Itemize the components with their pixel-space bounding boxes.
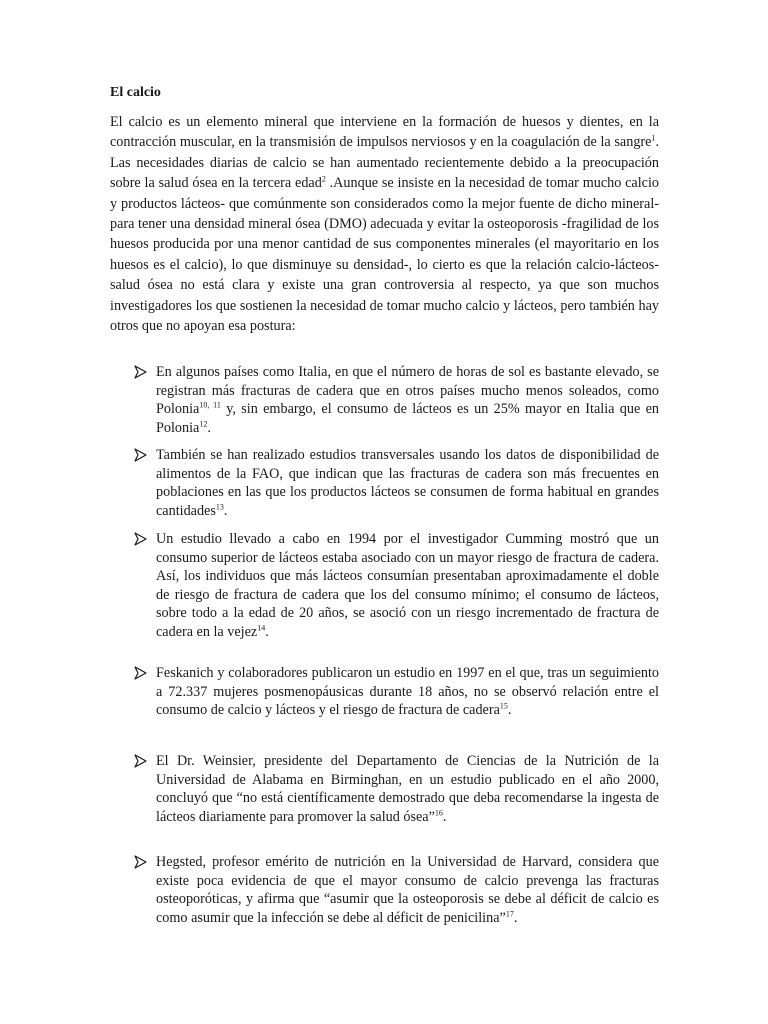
footnote-ref: 17 bbox=[505, 909, 514, 919]
list-item-text bbox=[156, 363, 659, 437]
item-text: Feskanich y colaboradores publicaron un estudio en 1997 en el que, tras un seguimiento a 72.337 mujeres posmenopáusicas durante 18 años, no se observó relación entre el consumo de calcio y lácteos y el riesgo de fractura de cadera bbox=[156, 665, 659, 719]
list-item bbox=[110, 752, 659, 826]
item-text: y, sin embargo, el consumo de lácteos es un 25% mayor en Italia que en Polonia bbox=[156, 401, 659, 436]
footnote-ref: 16 bbox=[434, 808, 443, 818]
footnote-ref: 15 bbox=[499, 701, 508, 711]
list-item-text bbox=[156, 446, 659, 520]
item-text: . bbox=[442, 808, 447, 825]
list-item-text bbox=[156, 664, 659, 720]
arrowhead-bullet-icon bbox=[134, 666, 147, 680]
item-text: Un estudio llevado a cabo en 1994 por el investigador Cumming mostró que un consumo superior de lácteos estaba asociado con un mayor riesgo de fractura de cadera. Así, los individuos que más lácteos consumían presentaban aproximadamente el doble de riesgo de fractura de cadera que los del consumo mínimo; el consumo de lácteos, sobre todo a la edad de 20 años, se asoció con un riesgo incrementado de fractura de cadera en la vejez bbox=[156, 531, 659, 640]
item-text: . bbox=[207, 419, 211, 436]
list-item-text bbox=[156, 530, 659, 642]
item-text: . bbox=[265, 623, 269, 640]
arrowhead-bullet-icon bbox=[134, 532, 147, 546]
arrowhead-bullet-icon bbox=[134, 365, 147, 379]
list-item bbox=[110, 363, 659, 437]
item-text: . bbox=[507, 702, 512, 719]
item-text: . bbox=[223, 502, 228, 519]
arrowhead-bullet-icon bbox=[134, 754, 147, 768]
document-page bbox=[110, 84, 659, 336]
item-text: En algunos países como Italia, en que el número de horas de sol es bastante elevado, se registran más fracturas de cadera que en otros países mucho menos soleados, como Polonia bbox=[156, 364, 659, 418]
item-text: El Dr. Weinsier, presidente del Departamento de Ciencias de la Nutrición de la Universidad de Alabama en Birminghan, en un estudio publicado en el año 2000, concluyó que “no está científicamente demostrado que deba recomendarse la ingesta de lácteos diariamente para promover la salud ósea” bbox=[156, 753, 659, 825]
document-title: El calcio bbox=[110, 85, 161, 100]
intro-text-2: . Las necesidades diarias de calcio se han aumentado recientemente debido a la preocupación sobre la salud ósea en la tercera edad bbox=[110, 134, 659, 192]
footnote-ref: 10, 11 bbox=[199, 400, 221, 410]
list-item bbox=[110, 446, 659, 520]
intro-text-1: El calcio es un elemento mineral que interviene en la formación de huesos y dientes, en la contracción muscular, en la transmisión de impulsos nerviosos y en la coagulación de la sangre bbox=[110, 114, 659, 151]
intro-text-3: .Aunque se insiste en la necesidad de tomar mucho calcio y productos lácteos- que comúnmente son considerados como la mejor fuente de dicho mineral- para tener una densidad mineral ósea (DMO) adecuada y evitar la osteoporosis -fragilidad de los huesos producida por una menor cantidad de sus componentes minerales (el mayoritario en los huesos es el calcio), lo que disminuye su densidad-, lo cierto es que la relación calcio-lácteos- salud ósea no está clara y existe una gran controversia al respecto, ya que son muchos investigadores los que sostienen la necesidad de tomar mucho calcio y lácteos, pero también hay otros que no apoyan esa postura: bbox=[110, 175, 659, 335]
footnote-ref: 2 bbox=[321, 174, 326, 184]
list-item bbox=[110, 664, 659, 720]
list-item bbox=[110, 853, 659, 927]
item-text: También se han realizado estudios transversales usando los datos de disponibilidad de alimentos de la FAO, que indican que las fracturas de cadera son más frecuentes en poblaciones en las que los productos lácteos se consumen de forma habitual en grandes cantidades bbox=[156, 447, 659, 519]
intro-paragraph bbox=[110, 112, 659, 336]
item-text: Hegsted, profesor emérito de nutrición en la Universidad de Harvard, considera que existe poca evidencia de que el mayor consumo de calcio prevenga las fracturas osteoporóticas, y afirma que “asumir que la osteoporosis se debe al déficit de calcio es como asumir que la infección se debe al déficit de penicilina” bbox=[156, 854, 659, 926]
list-item bbox=[110, 530, 659, 642]
item-text: . bbox=[513, 909, 518, 926]
arrowhead-bullet-icon bbox=[134, 855, 147, 869]
list-item-text bbox=[156, 853, 659, 927]
arrowhead-bullet-icon bbox=[134, 448, 147, 462]
footnote-ref: 13 bbox=[215, 502, 224, 512]
footnote-ref: 1 bbox=[651, 133, 656, 143]
footnote-ref: 14 bbox=[257, 623, 266, 633]
footnote-ref: 12 bbox=[199, 419, 208, 429]
list-item-text bbox=[156, 752, 659, 826]
